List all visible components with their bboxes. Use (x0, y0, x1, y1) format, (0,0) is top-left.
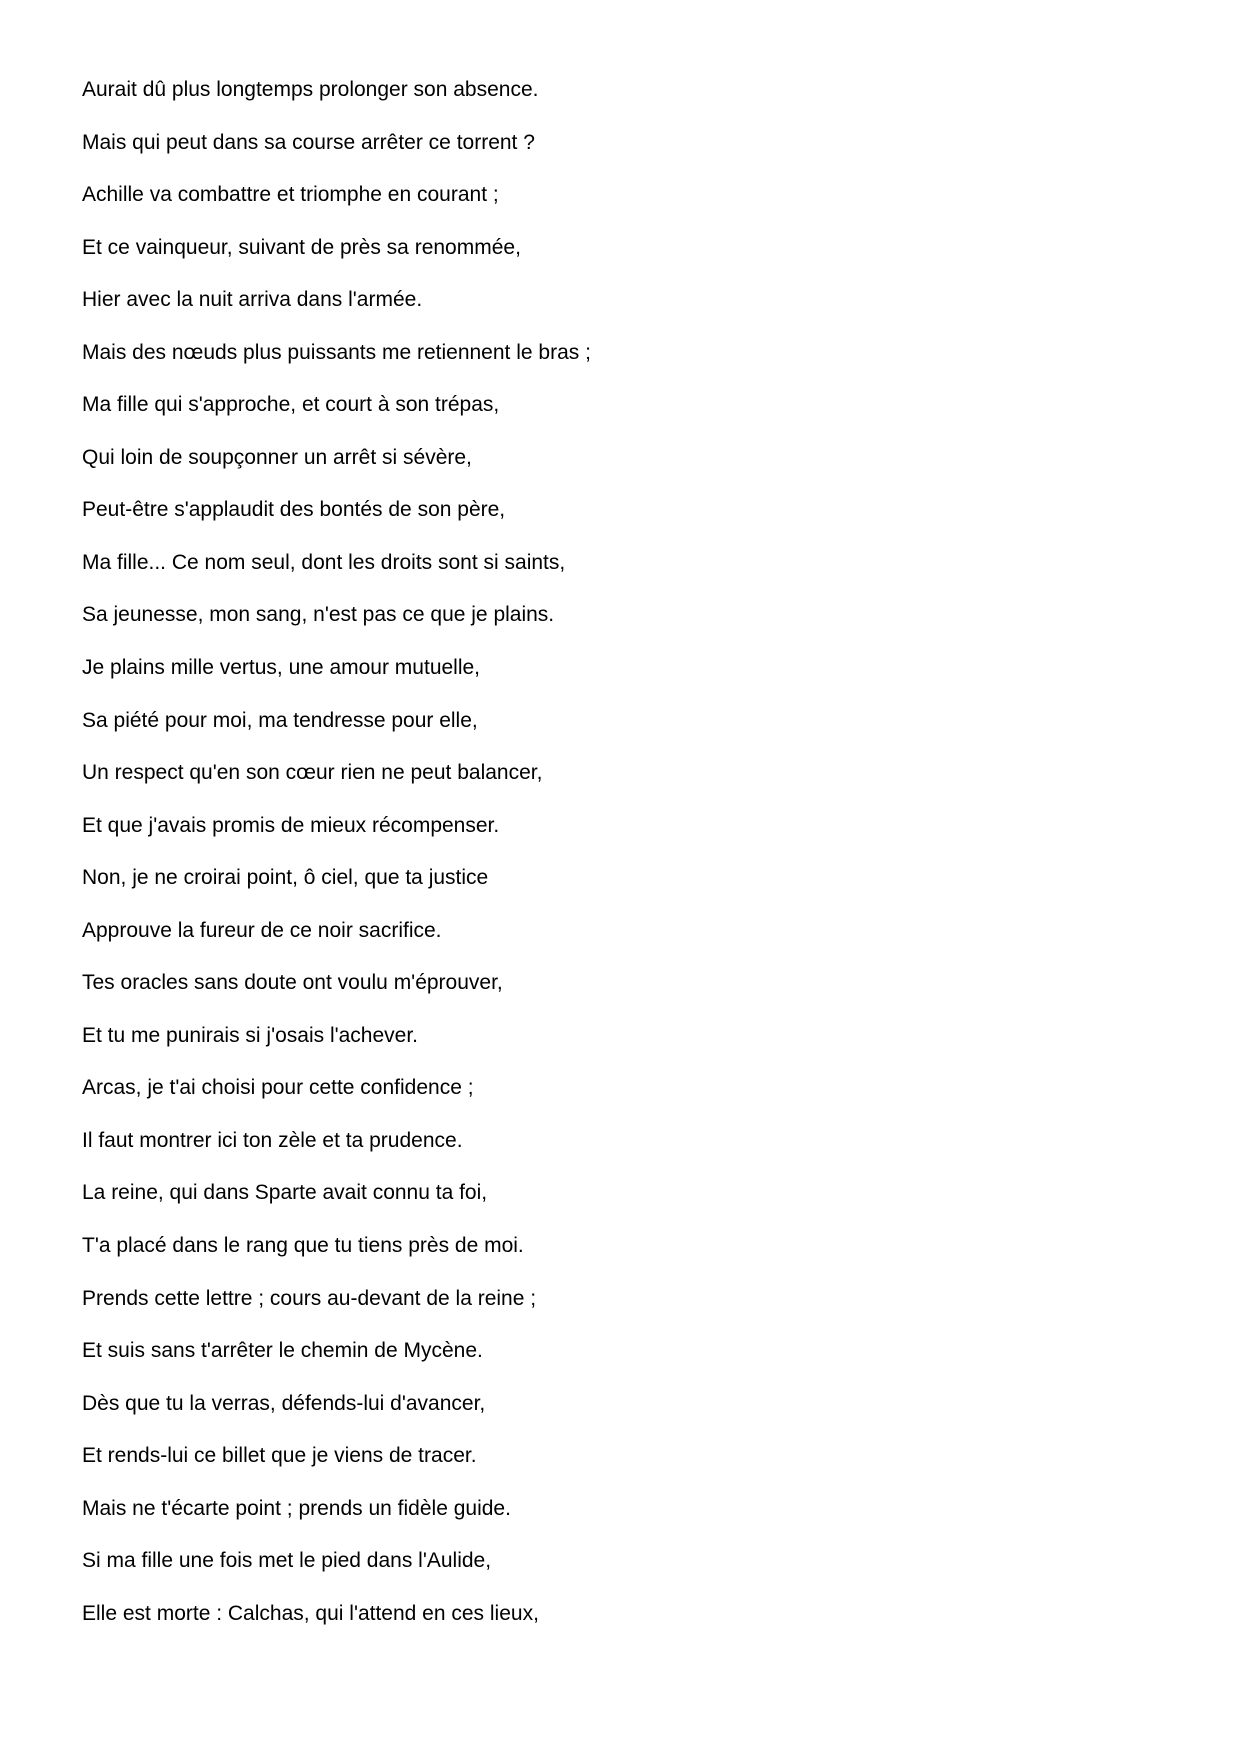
verse-line (82, 130, 591, 186)
verse-line (82, 868, 591, 921)
verse-line (82, 290, 591, 343)
verse-text: Et tu me punirais si j'osais l'achever. (82, 1023, 418, 1047)
verse-line (82, 1446, 591, 1499)
verse-line (82, 185, 591, 238)
verse-list (82, 80, 591, 1656)
verse-line (82, 80, 591, 133)
verse-line (82, 1341, 591, 1394)
verse-text: Sa jeunesse, mon sang, n'est pas ce que je plains. (82, 603, 555, 627)
verse-line (82, 605, 591, 658)
verse-line (82, 550, 591, 606)
verse-text: Non, je ne croirai point, ô ciel, que ta justice (82, 866, 489, 890)
verse-line (82, 1236, 591, 1289)
verse-line (82, 500, 591, 553)
verse-line (82, 1128, 591, 1184)
verse-line (82, 445, 591, 501)
verse-text: Et ce vainqueur, suivant de près sa renommée, (82, 235, 521, 259)
verse-text: Et rends-lui ce billet que je viens de tracer. (82, 1444, 477, 1468)
verse-line (82, 813, 591, 869)
verse-line (82, 973, 591, 1026)
verse-line (82, 340, 591, 396)
verse-text: Approuve la fureur de ce noir sacrifice. (82, 918, 442, 942)
verse-text: Hier avec la nuit arriva dans l'armée. (82, 288, 423, 312)
verse-line (82, 658, 591, 711)
verse-line (82, 1286, 591, 1342)
verse-text: Aurait dû plus longtemps prolonger son absence. (82, 78, 539, 101)
verse-line (82, 1078, 591, 1131)
verse-text: Je plains mille vertus, une amour mutuelle, (82, 656, 481, 680)
verse-line (82, 708, 591, 764)
verse-text: Qui loin de soupçonner un arrêt si sévère, (82, 445, 472, 469)
verse-line (82, 918, 591, 974)
verse-text: Mais ne t'écarte point ; prends un fidèle guide. (82, 1496, 511, 1520)
verse-text: Peut-être s'applaudit des bontés de son père, (82, 498, 506, 522)
verse-text: Tes oracles sans doute ont voulu m'éprouver, (82, 971, 503, 995)
verse-text: La reine, qui dans Sparte avait connu ta foi, (82, 1181, 488, 1205)
verse-line (82, 1601, 591, 1657)
verse-line (82, 1391, 591, 1447)
verse-text: Arcas, je t'ai choisi pour cette confidence ; (82, 1076, 474, 1100)
verse-text: Elle est morte : Calchas, qui l'attend en ces lieux, (82, 1601, 539, 1625)
verse-text: Si ma fille une fois met le pied dans l'Aulide, (82, 1549, 492, 1573)
verse-line (82, 1023, 591, 1079)
verse-text: T'a placé dans le rang que tu tiens près de moi. (82, 1234, 524, 1258)
verse-text: Mais qui peut dans sa course arrêter ce torrent ? (82, 130, 535, 154)
verse-line (82, 763, 591, 816)
verse-line (82, 1551, 591, 1604)
verse-text: Mais des nœuds plus puissants me retiennent le bras ; (82, 340, 591, 364)
verse-text: Achille va combattre et triomphe en courant ; (82, 183, 499, 207)
verse-text: Ma fille qui s'approche, et court à son trépas, (82, 393, 500, 417)
verse-text: Ma fille... Ce nom seul, dont les droits sont si saints, (82, 550, 566, 574)
verse-text: Dès que tu la verras, défends-lui d'avancer, (82, 1391, 486, 1415)
verse-text: Et suis sans t'arrêter le chemin de Mycène. (82, 1339, 483, 1363)
verse-text: Il faut montrer ici ton zèle et ta prudence. (82, 1128, 463, 1152)
verse-text: Et que j'avais promis de mieux récompenser. (82, 813, 500, 837)
verse-line (82, 235, 591, 291)
verse-line (82, 1496, 591, 1552)
verse-text: Prends cette lettre ; cours au-devant de la reine ; (82, 1286, 537, 1310)
verse-line (82, 1183, 591, 1236)
verse-text: Un respect qu'en son cœur rien ne peut balancer, (82, 761, 543, 785)
verse-line (82, 395, 591, 448)
verse-text: Sa piété pour moi, ma tendresse pour elle, (82, 708, 478, 732)
